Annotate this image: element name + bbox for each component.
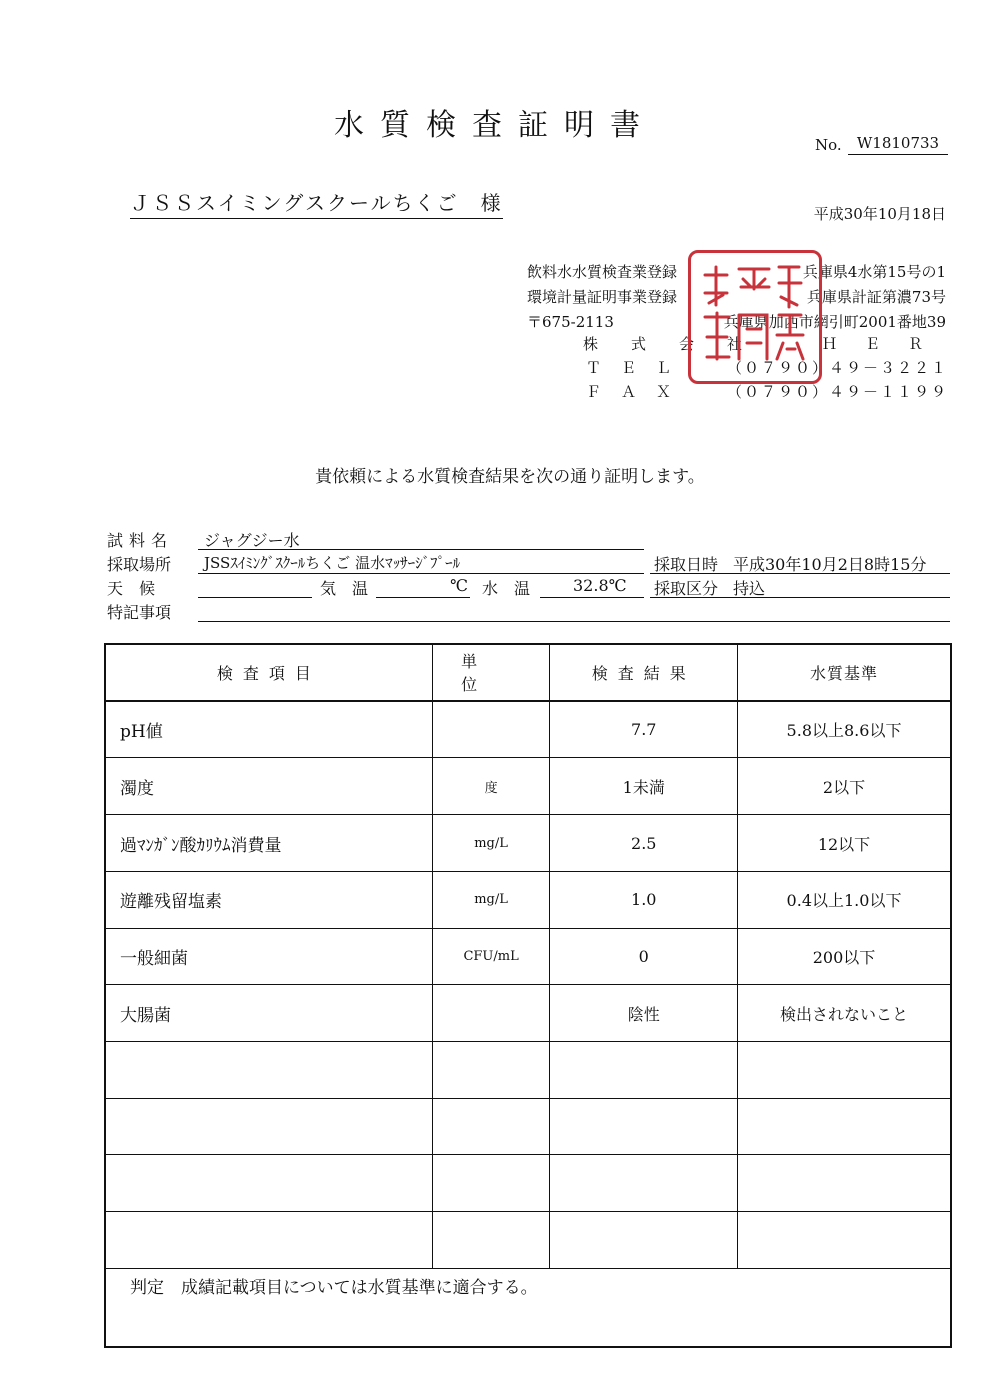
row-unit xyxy=(432,701,550,758)
row-item xyxy=(105,1042,432,1099)
row-standard: 検出されないこと xyxy=(738,985,952,1042)
row-standard: 0.4以上1.0以下 xyxy=(738,871,952,928)
water-temperature-label: 水 温 xyxy=(482,579,531,598)
row-unit xyxy=(432,985,550,1042)
issuer-address: 兵庫県加西市網引町2001番地39 xyxy=(723,313,946,331)
row-result: 0 xyxy=(550,928,738,985)
sampling-location-label: 採取場所 xyxy=(107,555,172,574)
sample-name-underline xyxy=(198,549,644,550)
notes-underline xyxy=(198,621,950,622)
sample-name: ジャグジー水 xyxy=(204,531,300,550)
sampling-location: JSSｽｲﾐﾝｸﾞｽｸｰﾙちくご 温水ﾏｯｻｰｼﾞﾌﾟｰﾙ xyxy=(204,554,461,572)
table-row xyxy=(105,815,951,872)
row-item: 一般細菌 xyxy=(105,928,432,985)
table-row xyxy=(105,701,951,758)
sampling-location-underline xyxy=(198,573,644,574)
weather-underline xyxy=(198,597,312,598)
row-unit xyxy=(432,1098,550,1155)
notes-label: 特記事項 xyxy=(107,603,172,622)
row-item xyxy=(105,1098,432,1155)
issuer-fax-label: ＦＡＸ xyxy=(586,383,692,401)
doc-number-label: No. xyxy=(815,136,842,154)
company-seal-stamp xyxy=(688,250,822,384)
row-unit: 度 xyxy=(432,758,550,815)
recipient: ＪＳＳスイミングスクールちくご 様 xyxy=(130,187,503,219)
air-temperature-label: 気 温 xyxy=(320,579,369,598)
table-row xyxy=(105,758,951,815)
row-result xyxy=(550,1042,738,1099)
row-result xyxy=(550,1155,738,1212)
row-unit: mg/L xyxy=(432,815,550,872)
water-temperature-underline xyxy=(540,597,644,598)
sampling-datetime: 平成30年10月2日8時15分 xyxy=(733,555,927,574)
row-result: 1未満 xyxy=(550,758,738,815)
issuer-tel: （０７９０）４９－３２２１ xyxy=(726,359,948,377)
table-row xyxy=(105,871,951,928)
sampling-category: 持込 xyxy=(733,579,766,598)
row-unit xyxy=(432,1155,550,1212)
row-item: pH値 xyxy=(105,701,432,758)
header-result: 検査結果 xyxy=(550,644,738,701)
doc-number: W1810733 xyxy=(848,134,948,155)
issuer-registration-1-number: 兵庫県4水第15号の1 xyxy=(802,263,946,281)
inspection-results-table xyxy=(104,643,952,1348)
row-unit: mg/L xyxy=(432,871,550,928)
row-standard: 12以下 xyxy=(738,815,952,872)
table-row xyxy=(105,1098,951,1155)
issuer-fax: （０７９０）４９－１１９９ xyxy=(726,383,948,401)
row-unit xyxy=(432,1042,550,1099)
sample-name-label: 試料名 xyxy=(107,531,174,550)
row-standard xyxy=(738,1042,952,1099)
header-inspection-item: 検査項目 xyxy=(105,644,432,701)
issuer-postal-code: 〒675-2113 xyxy=(527,313,614,331)
issue-date: 平成30年10月18日 xyxy=(813,205,946,223)
row-result: 7.7 xyxy=(550,701,738,758)
issuer-company-name: ＨＥＲ xyxy=(822,335,952,353)
air-temperature-unit: ℃ xyxy=(450,576,468,595)
header-standard: 水質基準 xyxy=(738,644,952,701)
table-row xyxy=(105,1042,951,1099)
table-row xyxy=(105,1212,951,1269)
table-row xyxy=(105,1155,951,1212)
row-item xyxy=(105,1212,432,1269)
seal-icon xyxy=(691,253,819,381)
row-standard: 5.8以上8.6以下 xyxy=(738,701,952,758)
row-result: 2.5 xyxy=(550,815,738,872)
row-result xyxy=(550,1098,738,1155)
verdict-row xyxy=(105,1268,951,1347)
row-item xyxy=(105,1155,432,1212)
intro-statement: 貴依頼による水質検査結果を次の通り証明します。 xyxy=(315,467,705,487)
row-item: 過ﾏﾝｶﾞﾝ酸ｶﾘｳﾑ消費量 xyxy=(105,815,432,872)
header-unit: 単位 xyxy=(432,644,550,701)
issuer-registration-1: 飲料水水質検査業登録 xyxy=(527,263,678,281)
table-row xyxy=(105,985,951,1042)
row-unit: CFU/mL xyxy=(432,928,550,985)
air-temperature-underline xyxy=(376,597,470,598)
sampling-category-label: 採取区分 xyxy=(654,579,719,598)
issuer-tel-label: ＴＥＬ xyxy=(586,359,692,377)
row-result xyxy=(550,1212,738,1269)
row-standard: 2以下 xyxy=(738,758,952,815)
row-item: 濁度 xyxy=(105,758,432,815)
water-temperature: 32.8℃ xyxy=(573,576,627,595)
row-standard: 200以下 xyxy=(738,928,952,985)
row-unit xyxy=(432,1212,550,1269)
table-row xyxy=(105,928,951,985)
sampling-datetime-underline xyxy=(650,573,950,574)
row-standard xyxy=(738,1098,952,1155)
issuer-company-label: 株 式 会 社 xyxy=(583,335,752,353)
verdict-text: 判定 成績記載項目については水質基準に適合する。 xyxy=(105,1268,951,1347)
issuer-registration-2: 環境計量証明事業登録 xyxy=(527,288,678,306)
sampling-category-underline xyxy=(650,597,950,598)
row-standard xyxy=(738,1155,952,1212)
row-item: 遊離残留塩素 xyxy=(105,871,432,928)
document-title: 水質検査証明書 xyxy=(334,108,656,143)
row-result: 1.0 xyxy=(550,871,738,928)
row-item: 大腸菌 xyxy=(105,985,432,1042)
sampling-datetime-label: 採取日時 xyxy=(654,555,719,574)
weather-label: 天 候 xyxy=(107,579,156,598)
table-header-row xyxy=(105,644,951,701)
row-result: 陰性 xyxy=(550,985,738,1042)
issuer-registration-2-number: 兵庫県計証第濃73号 xyxy=(806,288,946,306)
row-standard xyxy=(738,1212,952,1269)
